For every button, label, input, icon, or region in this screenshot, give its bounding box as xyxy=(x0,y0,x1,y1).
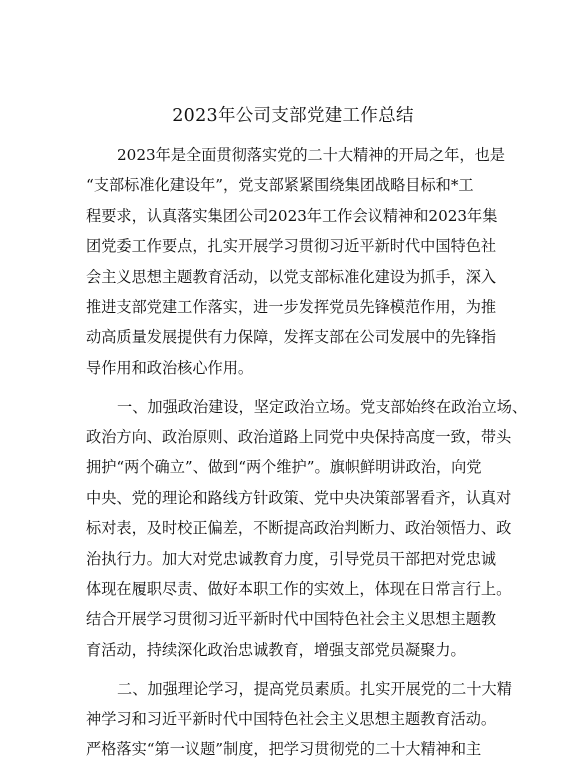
paragraph-line: 神学习和习近平新时代中国特色社会主义思想主题教育活动。 xyxy=(86,710,497,729)
paragraph-line: 团党委工作要点，扎实开展学习贯彻习近平新时代中国特色社 xyxy=(86,237,497,256)
paragraph-line: 体现在履职尽责、做好本职工作的实效上，体现在日常言行上。 xyxy=(86,579,512,598)
paragraph-line: 政治方向、政治原则、政治道路上同党中央保持高度一致，带头 xyxy=(86,428,512,447)
paragraph-line: 导作用和政治核心作用。 xyxy=(86,358,254,377)
paragraph-gap xyxy=(86,665,502,674)
paragraph-line: 育活动，持续深化政治忠诚教育，增强支部党员凝聚力。 xyxy=(86,640,466,659)
paragraph-line: 程要求，认真落实集团公司2023年工作会议精神和2023年集 xyxy=(86,206,498,225)
paragraph-line: 拥护“两个确立”、做到“两个维护”。旗帜鲜明讲政治，向党 xyxy=(86,458,482,477)
paragraph-line: 一、加强政治建设，坚定政治立场。党支部始终在政治立场、 xyxy=(117,397,528,416)
paragraph-line: 中央、党的理论和路线方针政策、党中央决策部署看齐，认真对 xyxy=(86,488,512,507)
paragraph-political-construction xyxy=(86,392,528,666)
paragraph-line: 严格落实“第一议题”制度，把学习贯彻党的二十大精神和主 xyxy=(86,740,482,759)
paragraph-line: 标对表，及时校正偏差，不断提高政治判断力、政治领悟力、政 xyxy=(86,519,512,538)
paragraph-line: 结合开展学习贯彻习近平新时代中国特色社会主义思想主题教 xyxy=(86,610,497,629)
paragraph-line: 推进支部党建工作落实，进一步发挥党员先锋模范作用，为推 xyxy=(86,297,497,316)
paragraph-intro xyxy=(86,140,505,383)
paragraph-line: 二、加强理论学习，提高党员素质。扎实开展党的二十大精 xyxy=(117,679,512,698)
paragraph-line: 2023年是全面贯彻落实党的二十大精神的开局之年，也是 xyxy=(117,146,505,164)
document-body xyxy=(86,140,528,765)
paragraph-line: 会主义思想主题教育活动，以党支部标准化建设为抓手，深入 xyxy=(86,267,497,286)
paragraph-theory-study xyxy=(86,674,512,765)
paragraph-line: 治执行力。加大对党忠诚教育力度，引导党员干部把对党忠诚 xyxy=(86,549,497,568)
document-title: 2023年公司支部党建工作总结 xyxy=(172,106,414,126)
paragraph-line: “支部标准化建设年”，党支部紧紧围绕集团战略目标和*工 xyxy=(86,176,474,195)
paragraph-gap xyxy=(86,383,502,392)
paragraph-line: 动高质量发展提供有力保障，发挥支部在公司发展中的先锋指 xyxy=(86,328,497,347)
